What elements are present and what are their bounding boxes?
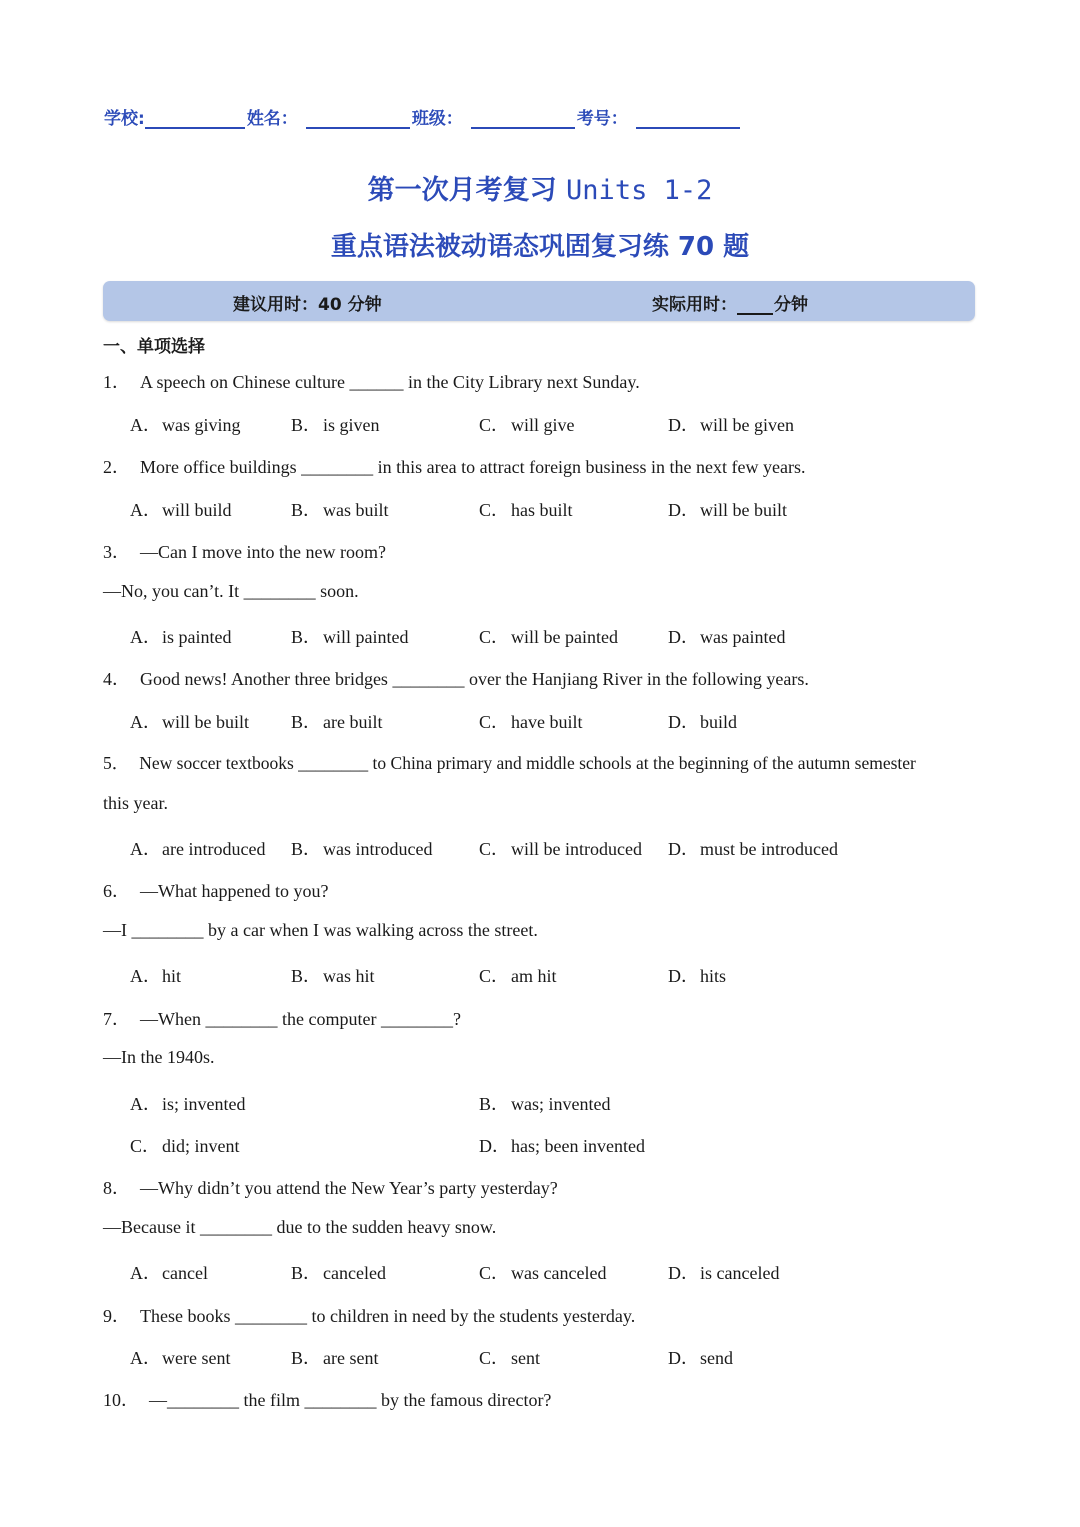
option-a[interactable] [130, 1344, 230, 1370]
option-d[interactable] [668, 708, 737, 734]
question-10 [103, 1386, 551, 1412]
actual-time-blank[interactable] [737, 297, 773, 315]
question-8 [103, 1174, 558, 1200]
option-text: is painted [162, 627, 232, 647]
option-a[interactable] [130, 708, 249, 734]
option-letter: C． [479, 712, 510, 732]
option-text: are built [323, 712, 383, 732]
page-subtitle: 重点语法被动语态巩固复习练 70 题 [330, 232, 750, 262]
school-label: 学校: [104, 109, 145, 129]
option-b[interactable] [291, 623, 408, 649]
option-c[interactable] [479, 708, 582, 734]
option-d[interactable] [668, 496, 787, 522]
option-letter: A． [130, 1263, 161, 1283]
option-a[interactable] [130, 835, 265, 861]
option-b[interactable] [479, 1090, 610, 1116]
option-text: have built [511, 712, 583, 732]
option-letter: C． [479, 415, 510, 435]
option-c[interactable] [479, 411, 575, 437]
option-letter: B． [291, 627, 322, 647]
option-letter: A． [130, 1094, 161, 1114]
option-text: were sent [162, 1348, 231, 1368]
question-6-reply: —I ________ by a car when I was walking across the street. [103, 920, 538, 940]
question-3 [103, 538, 386, 564]
option-letter: D． [668, 1263, 699, 1283]
option-letter: C． [130, 1136, 161, 1156]
actual-time-unit: 分钟 [774, 295, 808, 315]
name-label: 姓名： [246, 109, 298, 129]
option-d[interactable] [668, 623, 785, 649]
option-c[interactable] [130, 1132, 240, 1158]
option-letter: B． [291, 1263, 322, 1283]
option-letter: C． [479, 966, 510, 986]
question-5-continued: this year. [103, 793, 168, 813]
question-text: These books ________ to children in need by the students yesterday. [140, 1306, 636, 1326]
question-7 [103, 1005, 461, 1031]
question-text: —________ the film ________ by the famous director? [149, 1390, 552, 1410]
option-b[interactable] [291, 1259, 386, 1285]
question-2 [103, 453, 806, 479]
question-5 [103, 750, 916, 775]
actual-time-label: 实际用时： [652, 295, 737, 315]
option-d[interactable] [668, 962, 726, 988]
option-b[interactable] [291, 496, 389, 522]
option-c[interactable] [479, 835, 642, 861]
option-letter: B． [291, 966, 322, 986]
option-letter: D． [668, 1348, 699, 1368]
option-text: was painted [700, 627, 786, 647]
option-c[interactable] [479, 623, 618, 649]
option-text: was; invented [511, 1094, 611, 1114]
option-letter: B． [291, 415, 322, 435]
option-letter: D． [668, 839, 699, 859]
option-d[interactable] [668, 835, 838, 861]
option-text: was hit [323, 966, 375, 986]
option-text: are sent [323, 1348, 379, 1368]
option-text: must be introduced [700, 839, 838, 859]
option-letter: A． [130, 627, 161, 647]
class-label: 班级： [411, 109, 463, 129]
page-title [0, 168, 1080, 207]
option-text: cancel [162, 1263, 208, 1283]
question-number: 3． [103, 542, 130, 562]
option-letter: A． [130, 1348, 161, 1368]
question-4 [103, 665, 809, 691]
option-letter: C． [479, 627, 510, 647]
option-letter: B． [479, 1094, 510, 1114]
question-number: 8． [103, 1178, 130, 1198]
option-letter: B． [291, 500, 322, 520]
option-letter: D． [668, 627, 699, 647]
question-9 [103, 1302, 635, 1328]
option-text: am hit [511, 966, 557, 986]
option-text: are introduced [162, 839, 266, 859]
exam-number-label: 考号： [576, 109, 628, 129]
option-text: will be built [162, 712, 249, 732]
option-letter: A． [130, 712, 161, 732]
option-text: is canceled [700, 1263, 780, 1283]
option-text: is; invented [162, 1094, 246, 1114]
question-8-reply: —Because it ________ due to the sudden heavy snow. [103, 1217, 497, 1237]
option-text: has built [511, 500, 573, 520]
option-b[interactable] [291, 708, 382, 734]
question-text: —When ________ the computer ________? [140, 1009, 461, 1029]
question-text: Good news! Another three bridges ________ over the Hanjiang River in the following years. [140, 669, 809, 689]
option-letter: A． [130, 966, 161, 986]
question-text: New soccer textbooks ________ to China primary and middle schools at the beginning of the autumn semester [139, 753, 916, 773]
section-heading: 一、单项选择 [103, 337, 205, 357]
option-text: will build [162, 500, 232, 520]
option-d[interactable] [668, 1344, 733, 1370]
option-letter: C． [479, 839, 510, 859]
question-number: 6． [103, 881, 130, 901]
option-text: will painted [323, 627, 409, 647]
name-blank[interactable] [306, 107, 410, 129]
school-blank[interactable] [145, 107, 245, 129]
title-chinese: 第一次月考复习 [367, 175, 567, 206]
question-text: —Can I move into the new room? [140, 542, 386, 562]
option-letter: D． [479, 1136, 510, 1156]
option-letter: A． [130, 415, 161, 435]
option-letter: D． [668, 712, 699, 732]
option-text: was introduced [323, 839, 433, 859]
question-6 [103, 877, 328, 903]
option-letter: C． [479, 1348, 510, 1368]
option-text: send [700, 1348, 733, 1368]
option-text: was built [323, 500, 389, 520]
question-text: A speech on Chinese culture ______ in the City Library next Sunday. [140, 372, 640, 392]
question-7-reply: —In the 1940s. [103, 1047, 215, 1067]
option-c[interactable] [479, 962, 557, 988]
option-text: hit [162, 966, 182, 986]
option-b[interactable] [291, 1344, 378, 1370]
option-text: was canceled [511, 1263, 607, 1283]
option-letter: C． [479, 1263, 510, 1283]
option-letter: D． [668, 415, 699, 435]
option-letter: B． [291, 712, 322, 732]
question-3-reply: —No, you can’t. It ________ soon. [103, 581, 359, 601]
option-letter: D． [668, 500, 699, 520]
question-number: 10． [103, 1390, 139, 1410]
option-a[interactable] [130, 496, 232, 522]
option-a[interactable] [130, 1090, 246, 1116]
option-d[interactable] [668, 411, 794, 437]
class-blank[interactable] [471, 107, 575, 129]
suggested-time: 建议用时：40 分钟 [233, 295, 382, 315]
option-text: has; been invented [511, 1136, 645, 1156]
option-text: will give [511, 415, 575, 435]
question-1 [103, 368, 640, 394]
option-letter: D． [668, 966, 699, 986]
option-text: will be painted [511, 627, 618, 647]
question-number: 2． [103, 457, 130, 477]
question-number: 1． [103, 372, 130, 392]
option-letter: B． [291, 839, 322, 859]
question-number: 7． [103, 1009, 130, 1029]
option-text: was giving [162, 415, 241, 435]
option-text: will be introduced [511, 839, 642, 859]
question-number: 4． [103, 669, 130, 689]
question-number: 5． [103, 753, 130, 773]
option-c[interactable] [479, 1259, 606, 1285]
option-a[interactable] [130, 962, 181, 988]
option-b[interactable] [291, 962, 375, 988]
option-b[interactable] [291, 411, 380, 437]
option-c[interactable] [479, 1344, 540, 1370]
option-text: will be built [700, 500, 787, 520]
question-text: —Why didn’t you attend the New Year’s party yesterday? [140, 1178, 558, 1198]
option-a[interactable] [130, 411, 241, 437]
option-text: did; invent [162, 1136, 240, 1156]
option-letter: A． [130, 500, 161, 520]
student-info-line [104, 104, 742, 129]
option-d[interactable] [479, 1132, 645, 1158]
exam-number-blank[interactable] [636, 107, 740, 129]
option-text: canceled [323, 1263, 386, 1283]
option-a[interactable] [130, 1259, 208, 1285]
option-text: hits [700, 966, 727, 986]
question-text: —What happened to you? [140, 881, 329, 901]
option-text: build [700, 712, 738, 732]
time-bar [103, 281, 975, 321]
option-a[interactable] [130, 623, 232, 649]
option-text: is given [323, 415, 380, 435]
actual-time [652, 290, 808, 315]
option-letter: B． [291, 1348, 322, 1368]
option-text: will be given [700, 415, 794, 435]
option-d[interactable] [668, 1259, 779, 1285]
option-b[interactable] [291, 835, 432, 861]
question-text: More office buildings ________ in this area to attract foreign business in the next few years. [140, 457, 806, 477]
question-number: 9． [103, 1306, 130, 1326]
title-units: Units 1-2 [566, 175, 713, 206]
option-c[interactable] [479, 496, 573, 522]
option-letter: C． [479, 500, 510, 520]
option-text: sent [511, 1348, 540, 1368]
option-letter: A． [130, 839, 161, 859]
